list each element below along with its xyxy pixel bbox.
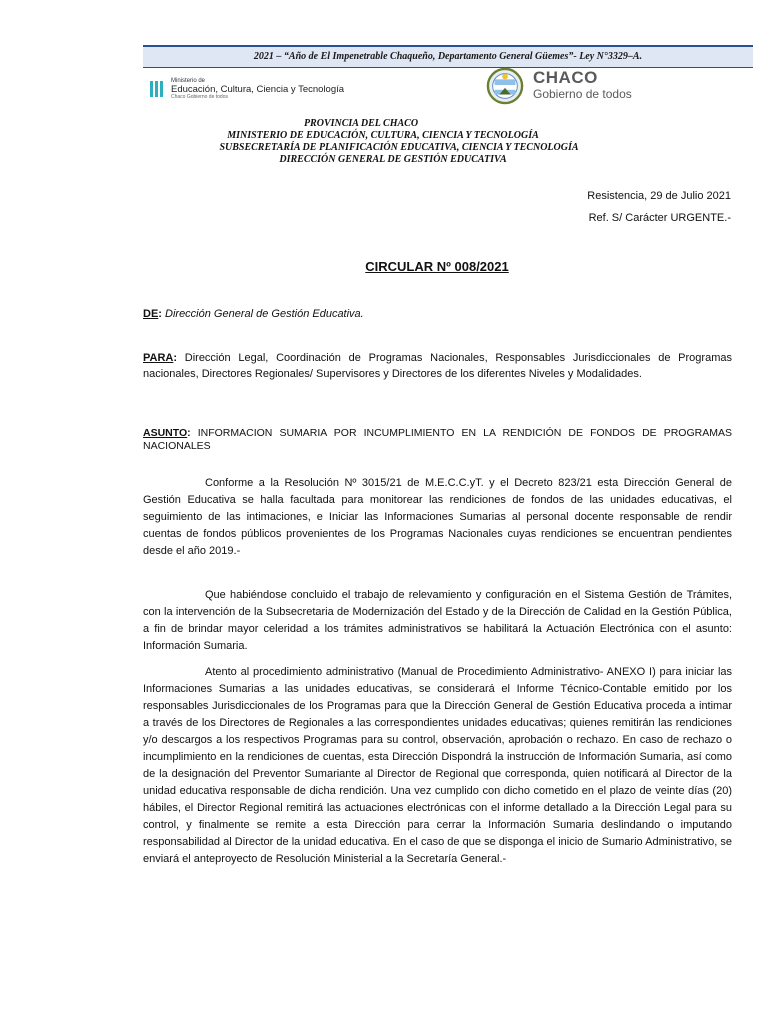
institution-line: SUBSECRETARÍA DE PLANIFICACIÓN EDUCATIVA, CIENCIA Y TECNOLOGÍA <box>219 142 579 153</box>
body-paragraph: Conforme a la Resolución Nº 3015/21 de M.E.C.C.yT. y el Decreto 823/21 esta Dirección General de Gestión Educativa se halla facultada para monitorear las rendiciones de fondos de las unidades educativas, el seguimiento de las intimaciones, e Iniciar las Informaciones Sumarias al personal docente responsable de rendir cuentas de fondos públicos provenientes de los Programas Nacionales cuyas rendiciones se encuentran pendientes desde el año 2019.- <box>143 477 732 557</box>
ministry-bars-icon <box>150 81 163 97</box>
body-paragraph: Atento al procedimiento administrativo (Manual de Procedimiento Administrativo- ANEXO I) para iniciar las Informaciones Sumarias a las unidades educativas, se considerará el Informe Técnico-Contable emitido por los responsables Jurisdiccionales de los Programas para que la Dirección General de Gestión Educativa proceda a intimar a través de los Directores de Regionales a las correspondientes unidades educativas; quienes remitirán las rendiciones y/o descargos a los respectivos Programas para su control, observación, aprobación o rechazo. En caso de rechazo o incumplimiento en la rendiciones de cuentas, esta Dirección Dispondrá la instrucción de Información Sumaria, así como de la designación del Preventor Sumariante al Director de Regional que corresponda, quien notificará al Director de la unidad educativa responsable de dicha rendición. Una vez cumplido con dicho cometido en el plazo de veinte días (20) hábiles, el Director Regional remitirá las actuaciones electrónicas con el informe detallado a la Dirección Legal para su control, y finalmente se remite a esta Dirección para cerrar la Información Sumaria deslindando o imputando responsabilidad al Director de la unidad educativa. En el caso de que se disponga el inicio de Sumario Administrativo, se enviará el anteproyecto de Resolución Ministerial a la Secretaría General.- <box>143 666 732 865</box>
para-field: PARA: Dirección Legal, Coordinación de Programas Nacionales, Responsables Jurisdiccionales de Programas nacionales, Directores Regionales/ Supervisores y Directores de los diferentes Niveles y Modalidades. <box>143 352 732 380</box>
chaco-brand-subtitle: Gobierno de todos <box>533 87 632 101</box>
ministry-logo <box>150 76 344 102</box>
circular-title <box>0 259 768 274</box>
para-value: Dirección Legal, Coordinación de Programas Nacionales, Responsables Jurisdiccionales de Programas nacionales, Directores Regionales/ Supervisores y Directores de los diferentes Niveles y Modalidades. <box>143 352 732 380</box>
reference-line: Ref. S/ Carácter URGENTE.- <box>588 212 731 224</box>
de-label: DE <box>143 308 159 320</box>
ministry-logo-line2: Educación, Cultura, Ciencia y Tecnología <box>171 83 345 95</box>
de-field: DE: Dirección General de Gestión Educativa. <box>143 308 364 320</box>
circular-title-text: CIRCULAR Nº 008/2021 <box>365 259 509 274</box>
chaco-brand <box>533 69 632 100</box>
institution-line: MINISTERIO DE EDUCACIÓN, CULTURA, CIENCIA Y TECNOLOGÍA <box>227 130 539 141</box>
asunto-label: ASUNTO <box>143 427 188 439</box>
asunto-value: INFORMACION SUMARIA POR INCUMPLIMIENTO EN LA RENDICIÓN DE FONDOS DE PROGRAMAS NACIONALES <box>143 427 732 452</box>
de-value: Dirección General de Gestión Educativa. <box>165 308 364 320</box>
chaco-seal-icon <box>486 67 524 105</box>
ministry-logo-line1: Ministerio de <box>171 77 206 84</box>
body-paragraph: Que habiéndose concluido el trabajo de relevamiento y configuración en el Sistema Gestión de Trámites, con la intervención de la Subsecretaria de Modernización del Estado y de la Dirección de Calidad en la Gestión Pública, a fin de brindar mayor celeridad a los trámites administrativos se habilitará la Actuación Electrónica con el asunto: Información Sumaria. <box>143 589 732 652</box>
asunto-field: ASUNTO: INFORMACION SUMARIA POR INCUMPLIMIENTO EN LA RENDICIÓN DE FONDOS DE PROGRAMAS NACIONALES <box>143 427 732 452</box>
header-band-text: 2021 – “Año de El Impenetrable Chaqueño, Departamento General Güemes”- Ley N°3329–A. <box>253 51 643 62</box>
institution-line: PROVINCIA DEL CHACO <box>303 118 419 129</box>
ministry-logo-line3: Chaco Gobierno de todos <box>171 94 228 101</box>
para-label: PARA <box>143 352 174 364</box>
date-line: Resistencia, 29 de Julio 2021 <box>587 190 731 202</box>
header-band <box>143 45 753 68</box>
chaco-brand-title: CHACO <box>533 68 598 87</box>
institution-line: DIRECCIÓN GENERAL DE GESTIÓN EDUCATIVA <box>279 154 507 165</box>
